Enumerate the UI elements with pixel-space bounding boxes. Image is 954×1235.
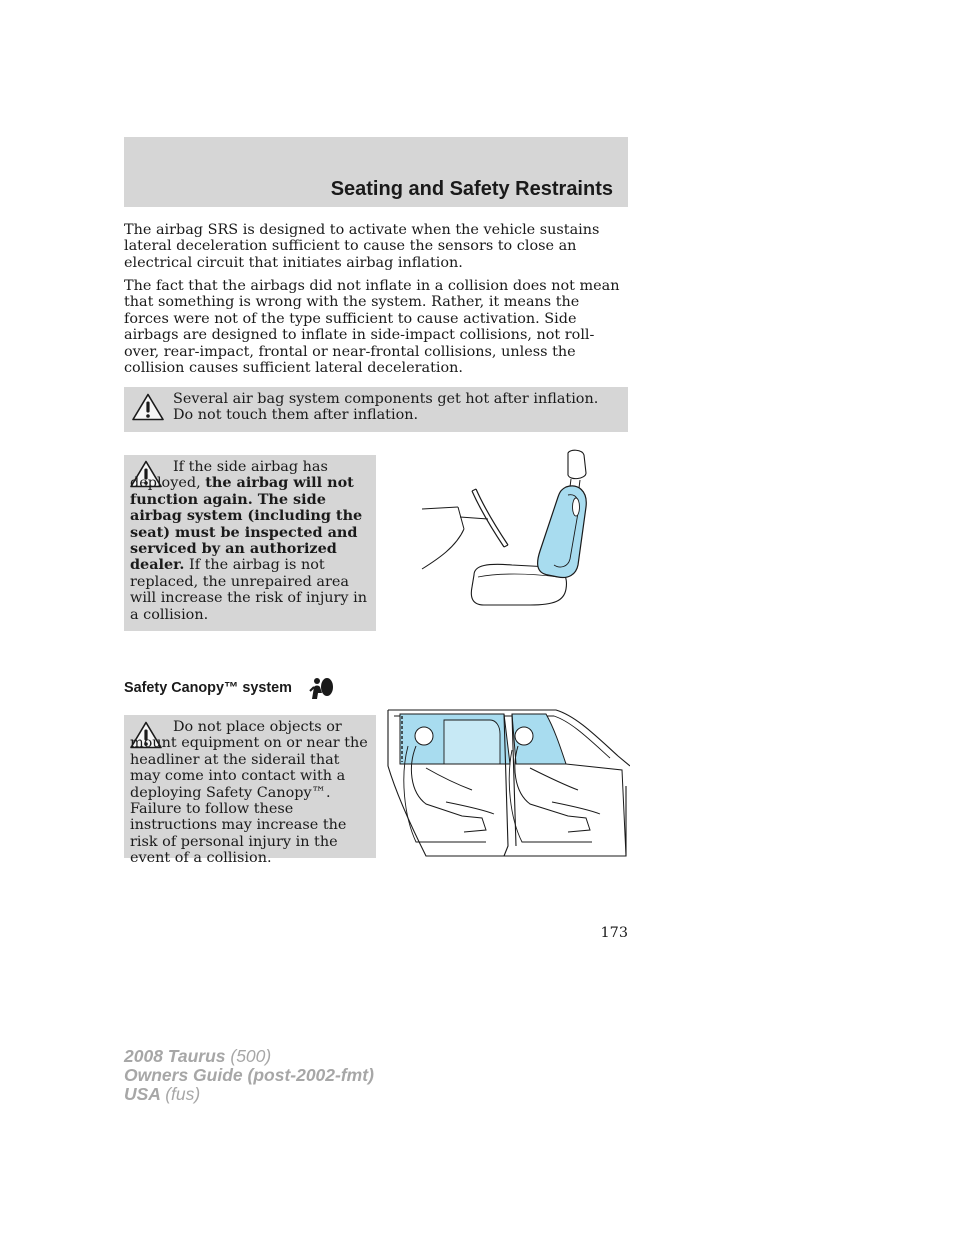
warning-side-airbag-bold: the airbag will not function again. The side airbag system (including the seat) must be inspected and serviced by an authorized dealer. xyxy=(130,474,363,574)
warning-side-airbag xyxy=(124,455,376,631)
section-title: Seating and Safety Restraints xyxy=(330,178,613,200)
paragraph-airbag-not-inflated: The fact that the airbags did not inflate in a collision does not mean that something is wrong with the system. Rather, it means the forces were not of the type sufficient to cause activation. Side airbags are designed to inflate in side-impact collisions, not roll-over, rear-impact, frontal or near-frontal collisions, unless the collision causes sufficient lateral deceleration. xyxy=(124,278,620,377)
warning-side-airbag-text xyxy=(130,459,374,623)
section-header-bar xyxy=(124,137,628,207)
page-number: 173 xyxy=(600,925,628,941)
section-heading-safety-canopy: Safety Canopy™ system xyxy=(124,680,292,696)
footer-guide: Owners Guide (post-2002-fmt) xyxy=(124,1065,374,1085)
footer-model: 2008 Taurus xyxy=(124,1046,226,1066)
warning-side-airbag-lead: If the side airbag has deployed, xyxy=(130,459,328,492)
footer-market-code: (fus) xyxy=(165,1084,201,1104)
warning-triangle-icon xyxy=(132,393,164,421)
warning-safety-canopy xyxy=(124,715,376,867)
side-airbag-seat-illustration xyxy=(418,447,600,609)
warning-hot-components xyxy=(124,387,628,432)
footer-market: USA xyxy=(124,1084,161,1104)
paragraph-airbag-activation: The airbag SRS is designed to activate when the vehicle sustains lateral deceleration sufficient to cause the sensors to close an electrical circuit that initiates airbag inflation. xyxy=(124,222,600,271)
warning-side-airbag-rest: If the airbag is not replaced, the unrepaired area will increase the risk of injury in a collision. xyxy=(130,557,368,623)
warning-safety-canopy-text xyxy=(130,719,374,867)
safety-canopy-vehicle-illustration xyxy=(386,706,630,858)
footer-model-code: (500) xyxy=(230,1046,272,1066)
safety-canopy-icon xyxy=(308,677,334,701)
warning-hot-components-text: Several air bag system components get hot after inflation. Do not touch them after inflation. xyxy=(173,391,599,424)
warning-safety-canopy-body: Do not place objects or mount equipment on or near the headliner at the siderail that may come into contact with a deploying Safety Canopy™. Failure to follow these instructions may increase the risk of personal injury in the event of a collision. xyxy=(130,719,368,867)
document-footer xyxy=(124,1047,374,1104)
